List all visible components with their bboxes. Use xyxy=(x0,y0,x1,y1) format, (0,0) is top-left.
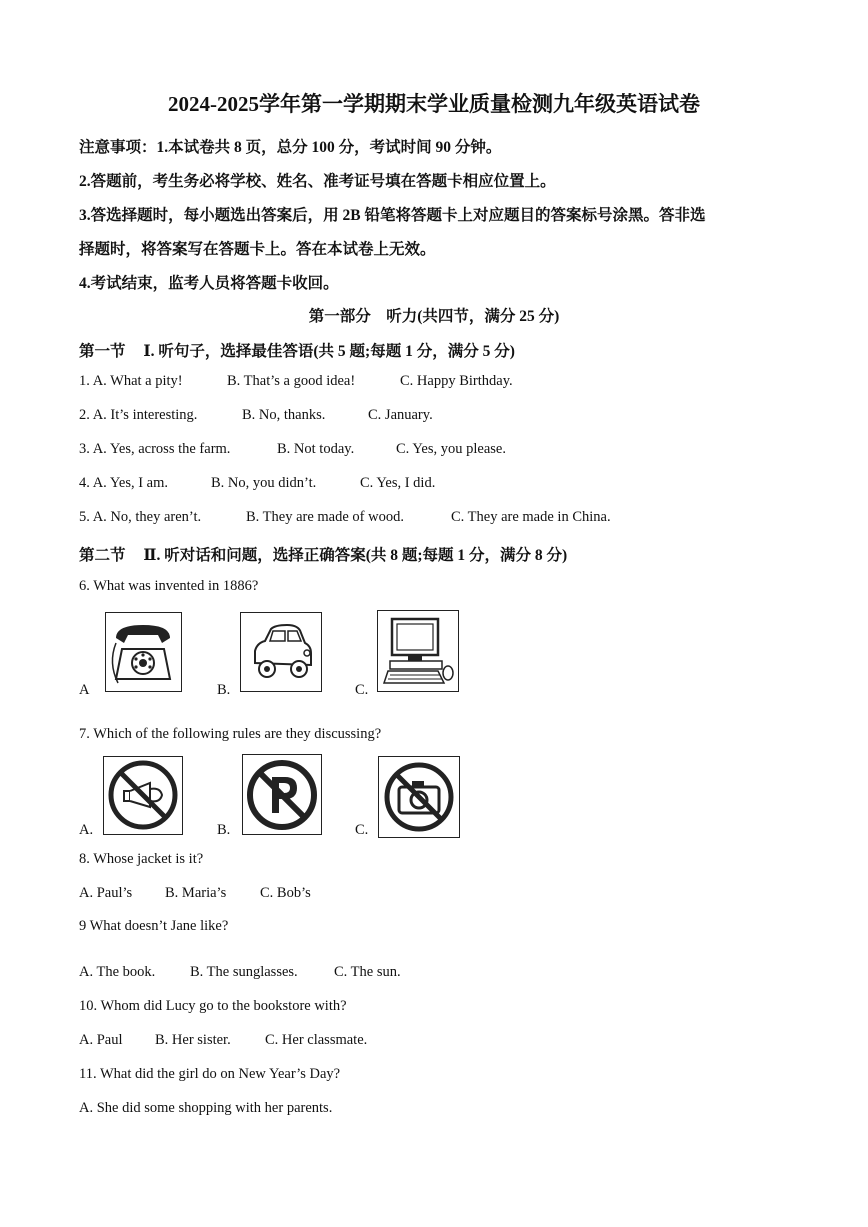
q3-option-b[interactable]: B. Not today. xyxy=(277,441,355,457)
q6-stem: 6. What was invented in 1886? xyxy=(79,578,259,594)
q10-stem: 10. Whom did Lucy go to the bookstore with? xyxy=(79,998,347,1014)
q2-option-a[interactable]: 2. A. It’s interesting. xyxy=(79,407,198,423)
computer-icon[interactable] xyxy=(377,610,459,692)
q10-option-a[interactable]: A. Paul xyxy=(79,1032,123,1048)
telephone-icon[interactable] xyxy=(105,612,182,692)
section1-heading xyxy=(79,339,515,361)
note-3-cont: 择题时，将答案写在答题卡上。答在本试卷上无效。 xyxy=(79,241,436,258)
car-icon[interactable] xyxy=(240,612,322,692)
question-2 xyxy=(79,407,433,424)
q10-option-b[interactable]: B. Her sister. xyxy=(155,1032,231,1048)
note-1: 注意事项：1.本试卷共 8 页，总分 100 分，考试时间 90 分钟。 xyxy=(79,139,502,156)
q2-option-c[interactable]: C. January. xyxy=(368,407,433,423)
q9-option-b[interactable]: B. The sunglasses. xyxy=(190,964,298,980)
question-1 xyxy=(79,373,513,390)
q3-option-c[interactable]: C. Yes, you please. xyxy=(396,441,506,457)
section1-text: Ⅰ. 听句子，选择最佳答语(共 5 题;每题 1 分，满分 5 分) xyxy=(143,343,515,360)
question-3 xyxy=(79,441,506,458)
q5-option-b[interactable]: B. They are made of wood. xyxy=(246,509,404,525)
q8-option-a[interactable]: A. Paul’s xyxy=(79,885,133,901)
q11-stem: 11. What did the girl do on New Year’s Day? xyxy=(79,1066,341,1082)
q9-option-a[interactable]: A. The book. xyxy=(79,964,156,980)
q1-option-b[interactable]: B. That’s a good idea! xyxy=(227,373,356,389)
q7-label-b[interactable]: B. xyxy=(217,822,231,838)
section2-label: 第二节 xyxy=(79,547,126,564)
q8-stem: 8. Whose jacket is it? xyxy=(79,851,204,867)
q8-option-c[interactable]: C. Bob’s xyxy=(260,885,311,901)
q1-option-c[interactable]: C. Happy Birthday. xyxy=(400,373,513,389)
q7-stem: 7. Which of the following rules are they discussing? xyxy=(79,726,382,742)
question-5 xyxy=(79,509,611,526)
section1-label: 第一节 xyxy=(79,343,126,360)
q7-label-a[interactable]: A. xyxy=(79,822,94,838)
section2-text: Ⅱ. 听对话和问题，选择正确答案(共 8 题;每题 1 分，满分 8 分) xyxy=(143,547,568,564)
q5-option-a[interactable]: 5. A. No, they aren’t. xyxy=(79,509,202,525)
question-9-options xyxy=(79,964,401,981)
no-parking-icon[interactable] xyxy=(242,754,322,835)
note-4: 4.考试结束，监考人员将答题卡收回。 xyxy=(79,275,339,292)
q7-label-c[interactable]: C. xyxy=(355,822,369,838)
no-horn-icon[interactable] xyxy=(103,756,183,835)
q11-option-a[interactable]: A. She did some shopping with her parents. xyxy=(79,1100,333,1116)
q6-label-b[interactable]: B. xyxy=(217,682,231,698)
q6-label-c[interactable]: C. xyxy=(355,682,369,698)
section2-heading xyxy=(79,543,567,565)
part1-heading: 第一部分 听力(共四节，满分 25 分) xyxy=(308,308,560,325)
question-4 xyxy=(79,475,436,492)
q2-option-b[interactable]: B. No, thanks. xyxy=(242,407,326,423)
q4-option-b[interactable]: B. No, you didn’t. xyxy=(211,475,317,491)
no-photo-icon[interactable] xyxy=(378,756,460,838)
q1-option-a[interactable]: 1. A. What a pity! xyxy=(79,373,183,389)
question-10-options xyxy=(79,1032,368,1049)
q4-option-a[interactable]: 4. A. Yes, I am. xyxy=(79,475,169,491)
page-title: 2024-2025学年第一学期期末学业质量检测九年级英语试卷 xyxy=(168,92,700,116)
q9-stem: 9 What doesn’t Jane like? xyxy=(79,918,229,934)
q9-option-c[interactable]: C. The sun. xyxy=(334,964,401,980)
note-2: 2.答题前，考生务必将学校、姓名、准考证号填在答题卡相应位置上。 xyxy=(79,173,556,190)
q3-option-a[interactable]: 3. A. Yes, across the farm. xyxy=(79,441,231,457)
note-3: 3.答选择题时，每小题选出答案后，用 2B 铅笔将答题卡上对应题目的答案标号涂黑。答非选 xyxy=(79,207,706,224)
q5-option-c[interactable]: C. They are made in China. xyxy=(451,509,611,525)
q8-option-b[interactable]: B. Maria’s xyxy=(165,885,227,901)
q4-option-c[interactable]: C. Yes, I did. xyxy=(360,475,436,491)
q6-label-a[interactable]: A xyxy=(79,682,90,698)
q10-option-c[interactable]: C. Her classmate. xyxy=(265,1032,368,1048)
question-8-options xyxy=(79,885,311,902)
